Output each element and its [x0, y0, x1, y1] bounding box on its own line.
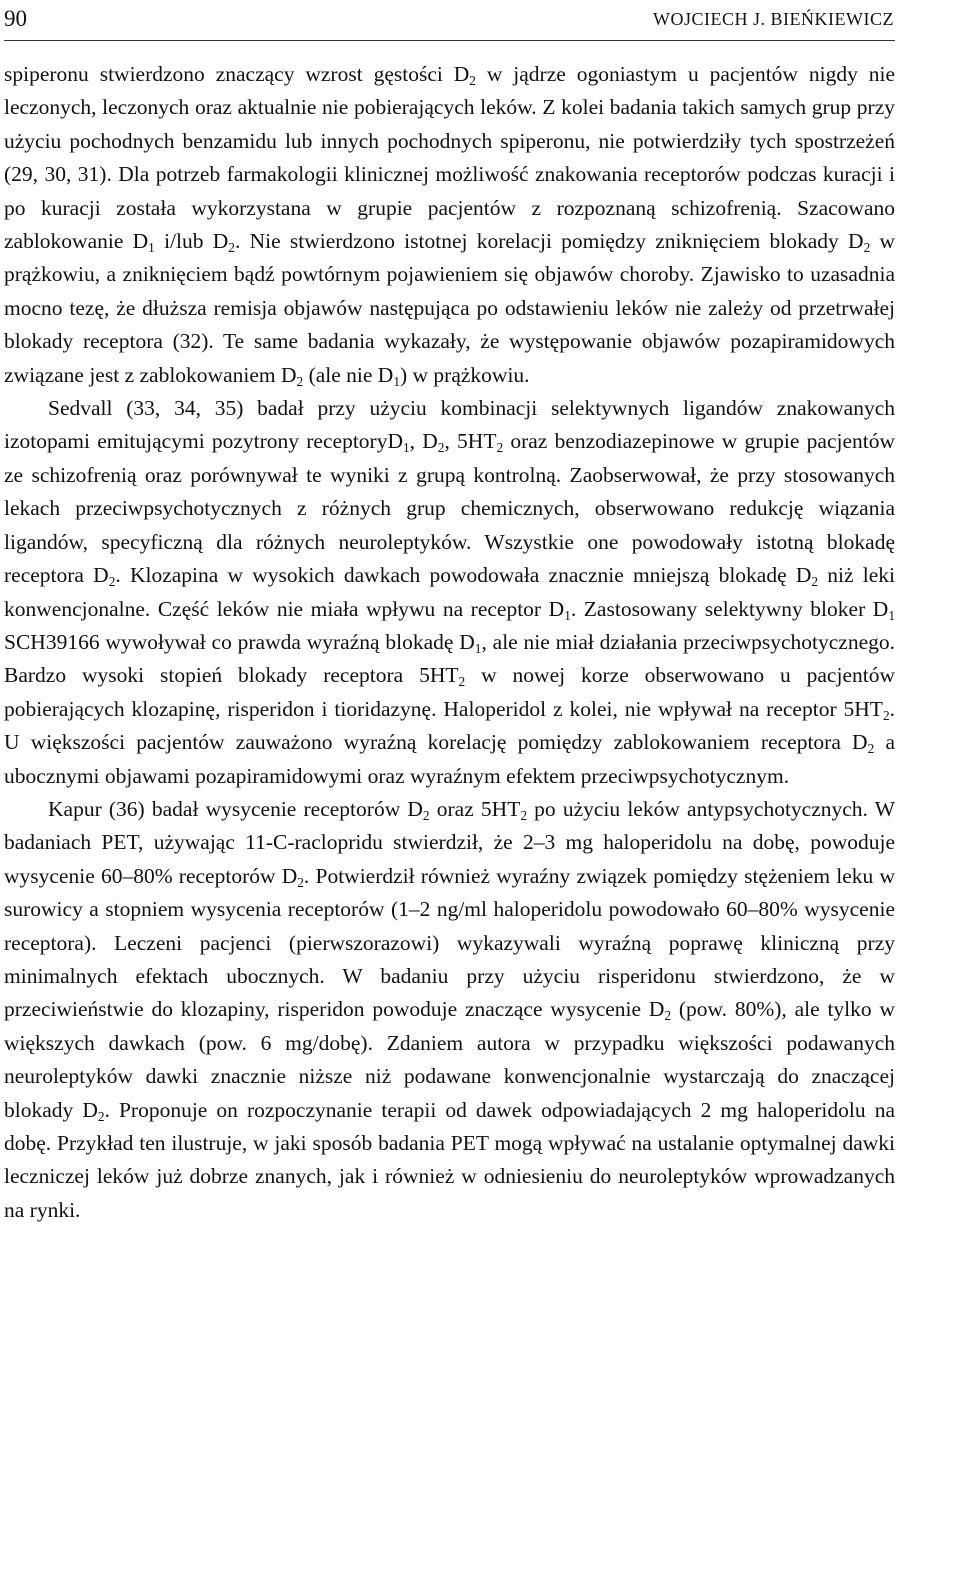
subscript: 2 [97, 1108, 105, 1124]
text-run: w prążkowiu, a zniknięciem bądź powtórnym pojawieniem się objawów choroby. Zjawisko to uzasadnia mocno tezę, że dłuższa remisja objawów następująca po odstawieniu leków nie zależy od przetrwałej blokady receptora (32). Te same badania wykazały, że występowanie objawów pozapiramidowych związane jest z zablokowaniem D [4, 229, 896, 387]
text-run: . Potwierdził również wyraźny związek pomiędzy stężeniem leku w surowicy a stopniem wysycenia receptorów (1–2 ng/ml haloperidolu powodowało 60–80% wysycenie receptora). Leczeni pacjenci (pierwszorazowi) wykazywali wyraźną poprawę kliniczną przy minimalnych efektach ubocznych. W badaniu przy użyciu risperidonu stwierdzono, że w przeciwieństwie do klozapiny, risperidon powoduje znaczące wysycenie D [4, 863, 895, 1022]
subscript: 2 [296, 373, 304, 389]
subscript: 2 [108, 574, 116, 590]
text-run: , D [409, 429, 438, 454]
subscript: 2 [811, 574, 819, 590]
paragraph [4, 793, 895, 1227]
text-run: , 5HT [444, 429, 497, 454]
paragraph [4, 58, 895, 392]
header-rule [4, 40, 895, 41]
text-run: . U większości pacjentów zauważono wyraźną korelację pomiędzy zablokowaniem receptora D [4, 696, 895, 755]
text-run: w nowej korze obserwowano u pacjentów pobierających klozapinę, risperidon i tioridazynę. Haloperidol z kolei, nie wpływał na receptor 5HT [4, 663, 895, 721]
subscript: 2 [228, 240, 235, 256]
subscript: 2 [422, 807, 430, 823]
text-run: oraz benzodiazepinowe w grupie pacjentów ze schizofrenią oraz porównywał te wyniki z grupą kontrolną. Zaobserwował, że przy stosowanych lekach przeciwpsychotycznych z różnych grup chemicznych, obserwowano redukcję wiązania ligandów, specyficzną dla różnych neuroleptyków. Wszystkie one powodowały istotną blokadę receptora D [4, 429, 896, 588]
subscript: 2 [863, 240, 871, 256]
running-head: WOJCIECH J. BIEŃKIEWICZ [653, 9, 894, 29]
text-run: i/lub D [154, 229, 229, 254]
subscript: 2 [496, 440, 504, 456]
subscript: 1 [148, 240, 155, 256]
text-run: w jądrze ogoniastym u pacjentów nigdy nie leczonych, leczonych oraz aktualnie nie pobierających leków. Z kolei badania takich samych grup przy użyciu pochodnych benzamidu lub innych pochodnych spiperonu, nie potwierdziły tych spostrzeżeń (29, 30, 31). Dla potrzeb farmakologii klinicznej możliwość znakowania receptorów podczas kuracji i po kuracji została wykorzystana w grupie pacjentów z rozpoznaną schizofrenią. Szacowano zablokowanie D [4, 62, 895, 254]
text-run: spiperonu stwierdzono znaczący wzrost gęstości D [4, 62, 470, 86]
text-run: . Nie stwierdzono istotnej korelacji pomiędzy zniknięciem blokady D [234, 229, 864, 254]
subscript: 2 [458, 674, 466, 690]
subscript: 1 [888, 607, 895, 623]
text-run: niż leki konwencjonalne. Część leków nie miała wpływu na receptor D [4, 563, 895, 621]
paragraph [4, 392, 895, 793]
text-run: SCH39166 wywoływał co prawda wyraźną blokadę D [4, 629, 475, 654]
text-run: . Proponuje on rozpoczynanie terapii od dawek odpowiadających 2 mg haloperidolu na dobę. Przykład ten ilustruje, w jaki sposób badania PET mogą wpływać na ustalanie optymalnej dawki leczniczej leków już dobrze znanych, jak i również w odniesieniu do neuroleptyków wprowadzanych na rynki. [4, 1097, 895, 1222]
page-number: 90 [4, 6, 27, 31]
text-run: a ubocznymi objawami pozapiramidowymi oraz wyraźnym efektem przeciwpsychotycznym. [4, 730, 895, 788]
page-header [4, 3, 894, 35]
text-run: ) w prążkowiu. [400, 362, 530, 387]
text-run: (ale nie D [303, 362, 394, 387]
subscript: 2 [297, 874, 304, 890]
text-run: oraz 5HT [429, 796, 521, 821]
text-run: po użyciu leków antypsychotycznych. W badaniach PET, używając 11-C-raclopridu stwierdził, że 2–3 mg haloperidolu na dobę, powoduje wysycenie 60–80% receptorów D [4, 796, 896, 888]
text-run: , ale nie miał działania przeciwpsychotycznego. Bardzo wysoki stopień blokady receptora 5HT [4, 629, 896, 688]
text-run: (pow. 80%), ale tylko w większych dawkach (pow. 6 mg/dobę). Zdaniem autora w przypadku większości podawanych neuroleptyków dawki znacznie niższe niż podawane konwencjonalnie wystarczają do znaczącej blokady D [4, 997, 895, 1122]
subscript: 1 [564, 607, 571, 623]
body-text [4, 58, 895, 1227]
subscript: 2 [664, 1008, 672, 1024]
subscript: 2 [882, 707, 890, 723]
subscript: 1 [393, 373, 400, 389]
text-run: . Klozapina w wysokich dawkach powodowała znacznie mniejszą blokadę D [115, 563, 812, 588]
subscript: 2 [437, 440, 445, 456]
subscript: 2 [469, 72, 476, 88]
subscript: 1 [474, 640, 482, 656]
text-run: . Zastosowany selektywny bloker D [570, 596, 889, 621]
subscript: 2 [520, 807, 528, 823]
subscript: 2 [867, 741, 875, 757]
text-run: Sedvall (33, 34, 35) badał przy użyciu kombinacji selektywnych ligandów znakowanych izotopami emitującymi pozytrony receptoryD [4, 396, 895, 454]
subscript: 1 [402, 440, 410, 456]
text-run: Kapur (36) badał wysycenie receptorów D [48, 796, 423, 821]
